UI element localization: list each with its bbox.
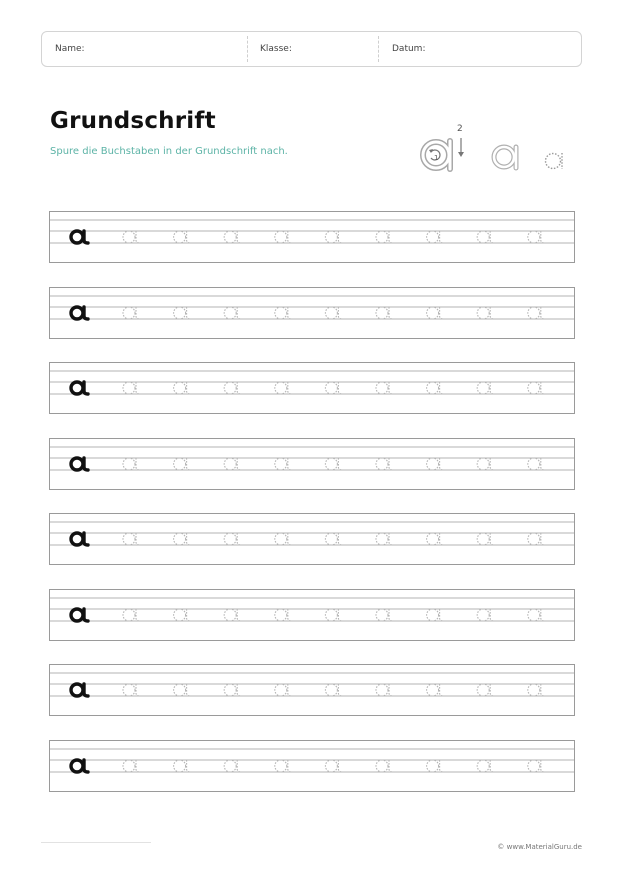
instruction-text: Spure die Buchstaben in der Grundschrift nach. — [50, 146, 288, 157]
tracing-letter — [275, 307, 292, 319]
tracing-letter — [427, 231, 444, 243]
tracing-letter — [325, 231, 342, 243]
tracing-letter — [427, 760, 444, 772]
tracing-letter — [224, 684, 241, 696]
practice-row[interactable] — [49, 438, 575, 490]
tracing-letter — [477, 458, 494, 470]
tracing-letter — [427, 307, 444, 319]
name-label: Name: — [55, 44, 85, 54]
tracing-letter — [376, 609, 393, 621]
model-letter — [71, 231, 88, 243]
tracing-letter — [376, 533, 393, 545]
writing-lines — [49, 362, 575, 414]
page-title: Grundschrift — [50, 108, 216, 134]
name-field[interactable] — [42, 32, 247, 66]
practice-row[interactable] — [49, 740, 575, 792]
tracing-letter — [174, 458, 191, 470]
tracing-letter — [275, 458, 292, 470]
tracing-letter — [325, 307, 342, 319]
stroke-number-2: 2 — [457, 124, 463, 134]
tracing-letter — [528, 760, 545, 772]
tracing-letter — [325, 382, 342, 394]
writing-lines — [49, 287, 575, 339]
tracing-letter — [528, 307, 545, 319]
tracing-letter — [224, 307, 241, 319]
practice-row[interactable] — [49, 211, 575, 263]
practice-row[interactable] — [49, 287, 575, 339]
tracing-letter — [224, 533, 241, 545]
tracing-letter — [224, 458, 241, 470]
tracing-letter — [477, 760, 494, 772]
practice-row[interactable] — [49, 362, 575, 414]
tracing-letter — [325, 684, 342, 696]
tracing-letter — [477, 684, 494, 696]
practice-row[interactable] — [49, 664, 575, 716]
tracing-letter — [224, 382, 241, 394]
outlined-letter — [494, 147, 516, 168]
tracing-letter — [427, 609, 444, 621]
tracing-letter — [224, 609, 241, 621]
writing-lines — [49, 589, 575, 641]
tracing-letter — [275, 760, 292, 772]
tracing-letter — [427, 533, 444, 545]
tracing-letter — [174, 382, 191, 394]
tracing-letter — [528, 684, 545, 696]
stroke-number-1: 1 — [434, 154, 439, 162]
tracing-letter — [528, 458, 545, 470]
tracing-letter — [123, 533, 140, 545]
date-label: Datum: — [392, 44, 426, 54]
student-info-box — [41, 31, 582, 67]
writing-lines — [49, 664, 575, 716]
tracing-letter — [123, 231, 140, 243]
model-letter — [71, 760, 88, 772]
tracing-letter — [427, 382, 444, 394]
tracing-letter — [275, 533, 292, 545]
dotted-letter — [546, 153, 563, 169]
tracing-letter — [427, 458, 444, 470]
tracing-letter — [477, 382, 494, 394]
tracing-letter — [528, 382, 545, 394]
tracing-letter — [275, 684, 292, 696]
tracing-letter — [325, 533, 342, 545]
letter-demo — [410, 116, 580, 180]
practice-row[interactable] — [49, 589, 575, 641]
tracing-letter — [174, 231, 191, 243]
tracing-letter — [528, 231, 545, 243]
tracing-letter — [376, 458, 393, 470]
tracing-letter — [275, 231, 292, 243]
writing-lines — [49, 438, 575, 490]
letter-demo-graphic — [410, 116, 580, 180]
tracing-letter — [275, 609, 292, 621]
model-letter — [71, 684, 88, 696]
date-field[interactable] — [379, 32, 581, 66]
writing-lines — [49, 513, 575, 565]
tracing-letter — [376, 307, 393, 319]
tracing-letter — [174, 533, 191, 545]
tracing-letter — [325, 458, 342, 470]
tracing-letter — [528, 533, 545, 545]
model-letter — [71, 533, 88, 545]
tracing-letter — [477, 307, 494, 319]
class-field[interactable] — [248, 32, 378, 66]
tracing-letter — [477, 533, 494, 545]
tracing-letter — [174, 760, 191, 772]
model-letter — [71, 458, 88, 470]
tracing-letter — [376, 684, 393, 696]
tracing-letter — [376, 760, 393, 772]
tracing-letter — [123, 760, 140, 772]
tracing-letter — [427, 684, 444, 696]
tracing-letter — [376, 382, 393, 394]
tracing-letter — [376, 231, 393, 243]
tracing-letter — [174, 307, 191, 319]
tracing-letter — [477, 609, 494, 621]
writing-lines — [49, 211, 575, 263]
tracing-letter — [123, 307, 140, 319]
tracing-letter — [325, 760, 342, 772]
tracing-letter — [123, 382, 140, 394]
tracing-letter — [528, 609, 545, 621]
writing-lines — [49, 740, 575, 792]
class-label: Klasse: — [260, 44, 292, 54]
practice-row[interactable] — [49, 513, 575, 565]
tracing-letter — [477, 231, 494, 243]
tracing-letter — [123, 458, 140, 470]
tracing-letter — [123, 609, 140, 621]
tracing-letter — [325, 609, 342, 621]
tracing-letter — [275, 382, 292, 394]
footer-copyright: © www.MaterialGuru.de — [497, 843, 582, 851]
tracing-letter — [174, 684, 191, 696]
model-letter — [71, 382, 88, 394]
tracing-letter — [224, 760, 241, 772]
model-letter — [71, 609, 88, 621]
model-letter — [71, 307, 88, 319]
stroke-order-letter — [423, 124, 464, 169]
footer-divider — [41, 842, 151, 843]
tracing-letter — [123, 684, 140, 696]
tracing-letter — [224, 231, 241, 243]
tracing-letter — [174, 609, 191, 621]
